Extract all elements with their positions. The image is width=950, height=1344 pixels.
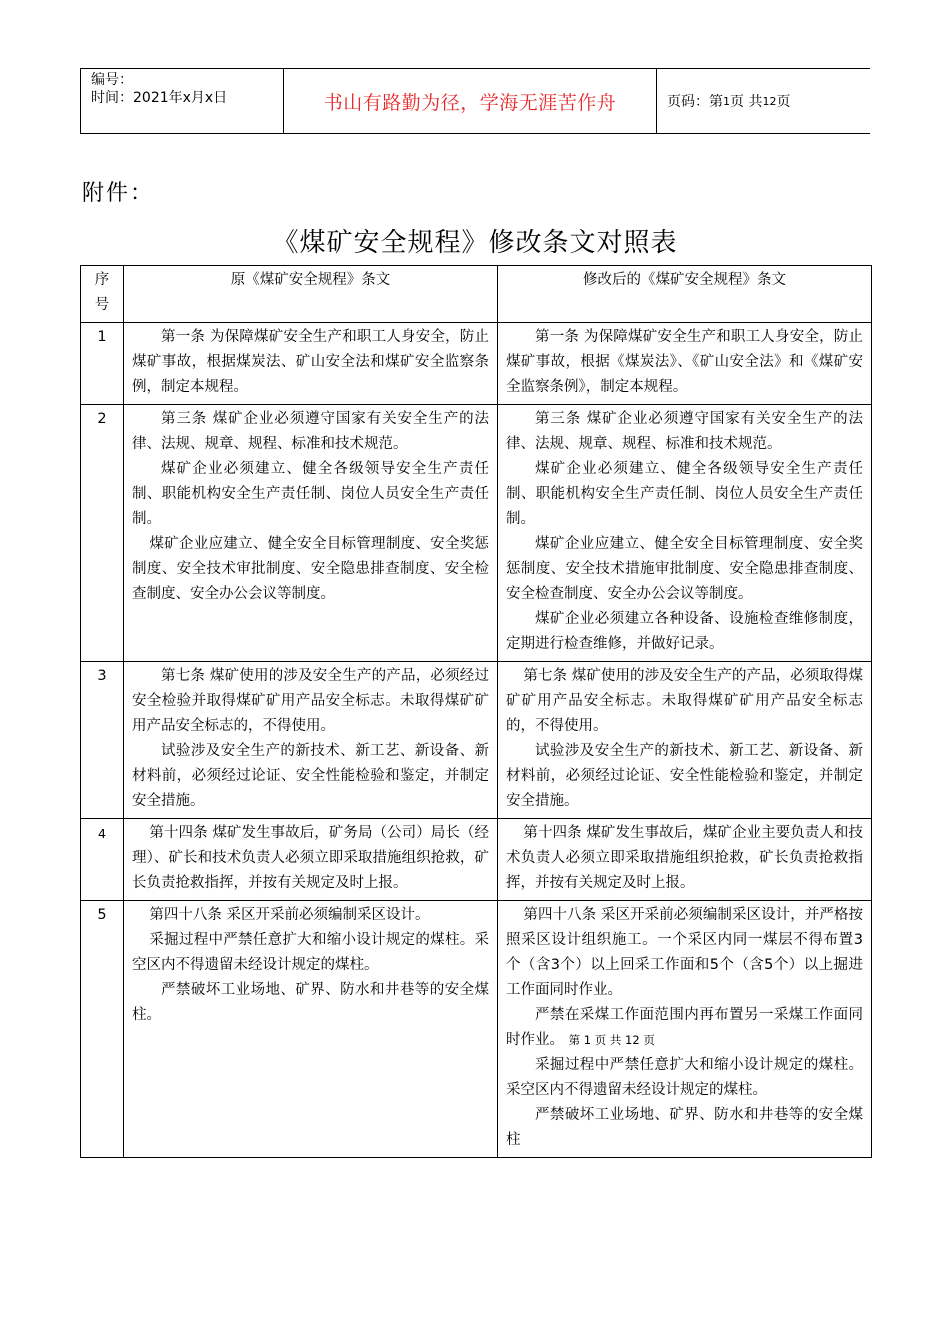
document-title: 《煤矿安全规程》修改条文对照表 [272, 228, 678, 258]
original-paragraph: 第三条 煤矿企业必须遵守国家有关安全生产的法律、法规、规章、规程、标准和技术规范。 [132, 411, 489, 452]
attachment-label: 附件： [82, 181, 155, 206]
page-header [80, 68, 870, 134]
header-time: 时间：2021年x月x日 [91, 90, 228, 106]
page-current: 1 [723, 94, 730, 108]
revised-paragraph: 第一条 为保障煤矿安全生产和职工人身安全，防止煤矿事故，根据《煤炭法》、《矿山安全法》和《煤矿安全监察条例》，制定本规程。 [506, 329, 863, 395]
original-paragraph: 严禁破坏工业场地、矿界、防水和井巷等的安全煤柱。 [132, 982, 489, 1023]
header-motto: 书山有路勤为径，学海无涯苦作舟 [284, 69, 657, 133]
revised-paragraph: 第三条 煤矿企业必须遵守国家有关安全生产的法律、法规、规章、规程、标准和技术规范。 [506, 411, 863, 452]
original-paragraph: 第十四条 煤矿发生事故后，矿务局（公司）局长（经理）、矿长和技术负责人必须立即采取措施组织抢救，矿长负责抢救指挥，并按有关规定及时上报。 [132, 825, 489, 891]
row-number: 5 [81, 901, 124, 1158]
original-paragraph: 采掘过程中严禁任意扩大和缩小设计规定的煤柱。采空区内不得遗留未经设计规定的煤柱。 [132, 932, 489, 973]
revised-paragraph: 试验涉及安全生产的新技术、新工艺、新设备、新材料前，必须经过论证、安全性能检验和鉴定，并制定安全措施。 [506, 743, 863, 809]
page-mid: 页 共 [730, 94, 763, 110]
table-row [81, 662, 872, 819]
page-label: 页码：第 [667, 94, 723, 110]
original-paragraph: 第四十八条 采区开采前必须编制采区设计。 [149, 907, 430, 923]
revised-text [498, 901, 872, 1158]
header-meta [81, 69, 284, 133]
revised-text [498, 662, 872, 819]
revised-text [498, 819, 872, 901]
row-number: 4 [81, 819, 124, 901]
original-text [124, 901, 498, 1158]
header-original: 原《煤矿安全规程》条文 [124, 266, 498, 323]
revised-paragraph: 第七条 煤矿使用的涉及安全生产的产品，必须取得煤矿矿用产品安全标志。未取得煤矿矿用产品安全标志的，不得使用。 [506, 668, 863, 734]
original-text [124, 662, 498, 819]
original-text [124, 819, 498, 901]
original-text [124, 323, 498, 405]
table-row [81, 901, 872, 1158]
page-total: 12 [762, 94, 777, 108]
original-paragraph: 试验涉及安全生产的新技术、新工艺、新设备、新材料前，必须经过论证、安全性能检验和鉴定，并制定安全措施。 [132, 743, 489, 809]
revised-paragraph: 严禁破坏工业场地、矿界、防水和井巷等的安全煤柱 [506, 1107, 863, 1148]
table-row [81, 405, 872, 662]
revised-text [498, 405, 872, 662]
header-number: 编号： [91, 72, 133, 88]
table-row [81, 819, 872, 901]
original-paragraph: 煤矿企业必须建立、健全各级领导安全生产责任制、职能机构安全生产责任制、岗位人员安全生产责任制。 [132, 461, 489, 527]
header-page-counter [657, 69, 870, 133]
original-paragraph: 第一条 为保障煤矿安全生产和职工人身安全，防止煤矿事故，根据煤炭法、矿山安全法和煤矿安全监察条例，制定本规程。 [132, 329, 489, 395]
page-suffix: 页 [776, 94, 791, 110]
revised-paragraph: 采掘过程中严禁任意扩大和缩小设计规定的煤柱。采空区内不得遗留未经设计规定的煤柱。 [506, 1057, 863, 1098]
inline-page-note: 第 1 页 共 12 页 [568, 1033, 655, 1047]
row-number: 1 [81, 323, 124, 405]
revised-paragraph: 煤矿企业应建立、健全安全目标管理制度、安全奖惩制度、安全技术措施审批制度、安全隐患排查制度、安全检查制度、安全办公会议等制度。 [506, 536, 863, 602]
original-paragraph: 第七条 煤矿使用的涉及安全生产的产品，必须经过安全检验并取得煤矿矿用产品安全标志。未取得煤矿矿用产品安全标志的，不得使用。 [132, 668, 489, 734]
revised-paragraph [506, 1003, 863, 1053]
row-number: 2 [81, 405, 124, 662]
header-revised: 修改后的《煤矿安全规程》条文 [498, 266, 872, 323]
table-header-row [81, 266, 872, 323]
header-no: 序号 [81, 266, 124, 323]
comparison-table [80, 265, 872, 1158]
revised-paragraph: 第十四条 煤矿发生事故后，煤矿企业主要负责人和技术负责人必须立即采取措施组织抢救，矿长负责抢救指挥，并按有关规定及时上报。 [506, 825, 863, 891]
revised-paragraph: 第四十八条 采区开采前必须编制采区设计，并严格按照采区设计组织施工。一个采区内同一煤层不得布置3个（含3个）以上回采工作面和5个（含5个）以上掘进工作面同时作业。 [506, 907, 863, 998]
row-number: 3 [81, 662, 124, 819]
revised-paragraph: 煤矿企业必须建立、健全各级领导安全生产责任制、职能机构安全生产责任制、岗位人员安全生产责任制。 [506, 461, 863, 527]
original-paragraph: 煤矿企业应建立、健全安全目标管理制度、安全奖惩制度、安全技术审批制度、安全隐患排查制度、安全检查制度、安全办公会议等制度。 [132, 536, 489, 602]
revised-text [498, 323, 872, 405]
revised-paragraph-text: 严禁在采煤工作面范围内再布置另一采煤工作面同时作业。 [506, 1007, 863, 1048]
table-row [81, 323, 872, 405]
original-text [124, 405, 498, 662]
revised-paragraph: 煤矿企业必须建立各种设备、设施检查维修制度，定期进行检查维修，并做好记录。 [506, 611, 863, 652]
